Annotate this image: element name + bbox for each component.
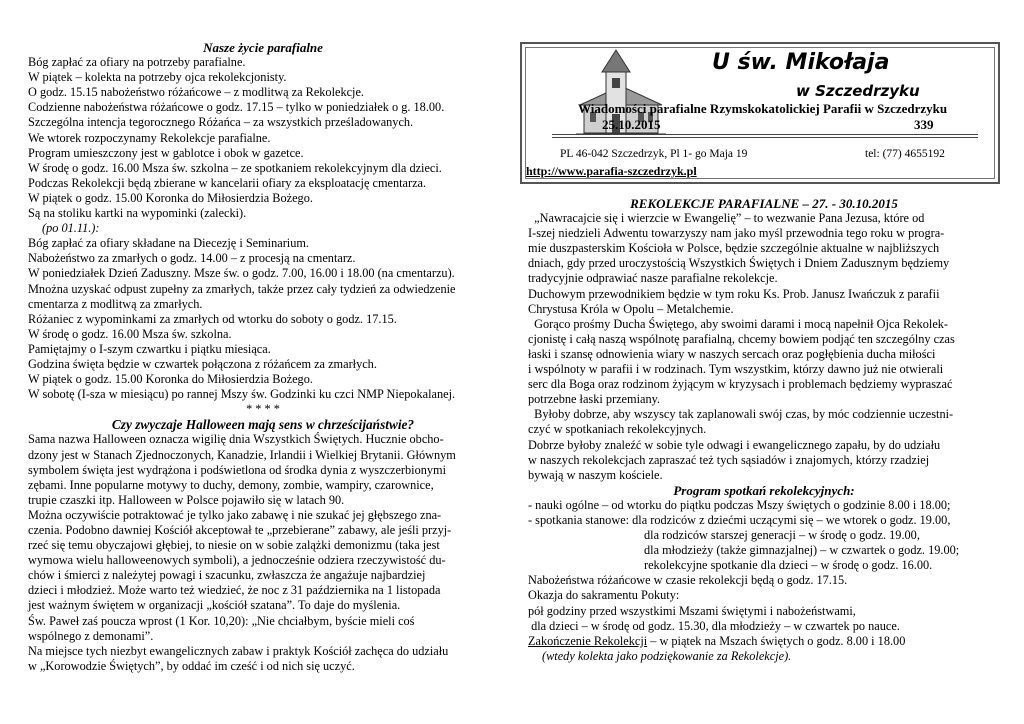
divider <box>552 137 978 138</box>
newsletter-masthead <box>520 42 1000 184</box>
text-line: bywają w naszym kościele. <box>528 467 663 482</box>
text-line: We wtorek rozpoczynamy Rekolekcje parafialne. <box>28 130 271 145</box>
divider <box>552 134 978 135</box>
text-line: Św. Paweł zaś poucza wprost (1 Kor. 10,20): „Nie chciałbym, byście mieli coś <box>28 613 415 628</box>
section-title-halloween: Czy zwyczaje Halloween mają sens w chrześcijaństwie? <box>111 417 415 433</box>
text-line: czyć w spotkaniach rekolekcyjnych. <box>528 422 707 437</box>
newsletter-subtitle: w Szczedrzyku <box>796 82 920 100</box>
text-line: chów i śmierci z należytej powagi i szacunku, zwłaszcza że angażuje najbardziej <box>28 568 426 583</box>
text-line: Byłoby dobrze, aby wszyscy tak zaplanowali swój czas, by móc codziennie uczestni- <box>528 407 954 422</box>
text-line: w „Korowodzie Świętych”, by oddać im cześć i od nich się uczyć. <box>28 658 355 673</box>
text-line: Duchowym przewodnikiem będzie w tym roku Ks. Prob. Janusz Iwańczuk z parafii <box>528 286 940 301</box>
text-line: Pamiętajmy o I-szym czwartku i piątku miesiąca. <box>28 341 271 356</box>
text-line: Dobrze byłoby znaleźć w sobie tyle odwagi i ewangelicznego zapału, by do udziału <box>528 437 941 452</box>
text-line: Nabożeństwo za zmarłych o godz. 14.00 – z procesją na cmentarz. <box>28 251 356 266</box>
closing-label: Zakończenie Rekolekcji <box>528 633 648 648</box>
after-date-label: (po 01.11.): <box>42 221 100 236</box>
parish-website-link[interactable]: http://www.parafia-szczedrzyk.pl <box>526 164 697 178</box>
text-line: jest ważnym świętem w organizacji „kościół szatana”. To daje do myślenia. <box>28 598 401 613</box>
program-item: - nauki ogólne – od wtorku do piątku podczas Mszy świętych o godzinie 8.00 i 18.00; <box>528 497 951 512</box>
text-line: W poniedziałek Dzień Zaduszny. Msze św. o godz. 7.00, 16.00 i 18.00 (na cmentarzu). <box>28 266 455 281</box>
text-line: Gorąco prośmy Ducha Świętego, aby swoimi darami i mocą napełnił Ojca Rekolek- <box>528 316 949 331</box>
text-line: zębami. Inne popularne motywy to duchy, demony, zombie, wampiry, czarownice, <box>28 477 434 492</box>
parish-announcements-2 <box>28 236 498 402</box>
closing-note: (wtedy kolekta jako podziękowanie za Rekolekcje). <box>542 648 792 663</box>
issue-date: 25.10.2015 <box>602 117 661 132</box>
text-line: dzony jest w Stanach Zjednoczonych, Kanadzie, Irlandii i Wielkiej Brytanii. Głównym <box>28 447 456 462</box>
parish-address: PL 46-042 Szczedrzyk, Pl 1- go Maja 19 <box>560 148 748 160</box>
text-line: czenia. Podobno dawniej Kościół akceptował te „przebierane” zabawy, ale jeśli przyj- <box>28 523 452 537</box>
text-line: Bóg zapłać za ofiary składane na Diecezję i Seminarium. <box>28 236 309 251</box>
text-line: Szczególna intencja tegorocznego Różańca – za wszystkich prześladowanych. <box>28 115 414 130</box>
text-line: dla dzieci – w środę od godz. 15.30, dla młodzieży – w czwartek po nauce. <box>528 618 900 633</box>
text-line: dzieci i młodzież. Może warto też wiedzieć, że noc z 31 października na 1 listopada <box>28 583 441 598</box>
retreat-program <box>528 498 1000 573</box>
program-title: Program spotkań rekolekcyjnych: <box>673 482 855 498</box>
text-line: serc dla Boga oraz rodzinom żyjącym w kryzysach i problemach będziemy wypraszać <box>528 377 953 392</box>
retreat-intro <box>528 211 1000 483</box>
text-line: Codzienne nabożeństwa różańcowe o godz. 17.15 – tylko w poniedziałek o g. 18.00. <box>28 100 445 115</box>
text-line: Są na stoliku kartki na wypominki (zalecki). <box>28 206 247 221</box>
text-line: Różaniec z wypominkami za zmarłych od wtorku do soboty o godz. 17.15. <box>28 311 397 326</box>
program-item: rekolekcyjne spotkanie dla dzieci – w środę o godz. 16.00. <box>644 558 933 573</box>
parish-announcements-1 <box>28 55 498 221</box>
text-line: W piątek – kolekta na potrzeby ojca rekolekcjonisty. <box>28 70 287 85</box>
text-line: Okazja do sakramentu Pokuty: <box>528 588 680 603</box>
text-line: Bóg zapłać za ofiary na potrzeby parafialne. <box>28 55 246 70</box>
text-line: wymowa wielu halloweenowych symboli), a jednocześnie odziera rzeczywistość du- <box>28 553 446 568</box>
text-line: Na miejsce tych niezbyt ewangelicznych zabaw i praktyk Kościół zachęca do udziału <box>28 643 449 658</box>
text-line: W piątek o godz. 15.00 Koronka do Miłosierdzia Bożego. <box>28 372 313 387</box>
program-item: - spotkania stanowe: dla rodziców z dziećmi uczącymi się – we wtorek o godz. 19.00, <box>528 512 951 527</box>
text-line: „Nawracajcie się i wierzcie w Ewangelię” – to wezwanie Pana Jezusa, które od <box>528 211 925 226</box>
text-line: potrzebne łaski przemiany. <box>528 392 661 407</box>
text-line: trupie czaszki itp. Halloween w Polsce pojawiło się w latach 90. <box>28 492 345 507</box>
text-line: Można oczywiście potraktować je tylko jako zabawę i nie szukać jej głębszego zna- <box>28 507 442 522</box>
text-line: łaski i szansę odnowienia wiary w naszych sercach oraz pogłębienia ducha miłości <box>528 346 936 361</box>
text-line: dniach, gdy przed uroczystością Wszystkich Świętych i Dniem Zadusznym będziemy <box>528 256 950 271</box>
text-line: W środę o godz. 16.00 Msza św. szkolna – ze spotkaniem rekolekcyjnym dla dzieci. <box>28 160 442 175</box>
text-line: pół godziny przed wszystkimi Mszami świętymi i nabożeństwami, <box>528 603 856 618</box>
text-line: Nabożeństwa różańcowe w czasie rekolekcji będą o godz. 17.15. <box>528 573 848 588</box>
text-line: Program umieszczony jest w gablotce i obok w gazetce. <box>28 145 304 160</box>
right-column <box>528 196 1000 664</box>
text-line: rzeć się temu obyczajowi głębiej, to niesie on w sobie zalążki demonizmu (taka jest <box>28 538 440 553</box>
text-line: O godz. 15.15 nabożeństwo różańcowe – z modlitwą za Rekolekcje. <box>28 85 365 100</box>
retreat-title: REKOLEKCJE PARAFIALNE – 27. - 30.10.2015 <box>630 196 898 211</box>
text-line: cjonistę i całą naszą wspólnotę parafialną, chcemy bowiem podjąć ten szczególny czas <box>528 331 955 346</box>
left-column <box>28 40 498 674</box>
text-line: symbolem święta jest wydrążona i podświetlona od środka dynia z wyszczerbionymi <box>28 462 446 477</box>
issue-number: 339 <box>914 117 934 132</box>
text-line: W piątek o godz. 15.00 Koronka do Miłosierdzia Bożego. <box>28 190 313 205</box>
parish-phone: tel: (77) 4655192 <box>865 148 945 160</box>
text-line: mie duszpasterskim Kościoła w Polsce, będzie szczególnie aktualne w najbliższych <box>528 241 940 256</box>
text-line: W sobotę (I-sza w miesiącu) po rannej Mszy św. Godzinki ku czci NMP Niepokalanej. <box>28 387 456 402</box>
section-title-parish-life: Nasze życie parafialne <box>203 40 323 55</box>
text-line: Chrystusa Króla w Opolu – Metalchemie. <box>528 301 734 316</box>
text-line: I-szej niedzieli Adwentu towarzyszy nam jako myśl przewodnia tego roku w progra- <box>528 226 945 241</box>
text-line: i wspólnoty w parafii i w rodzinach. Tym wszystkim, którzy dawno już nie otwierali <box>528 362 944 377</box>
separator-stars: * * * * <box>246 402 280 417</box>
text-line: cmentarza z modlitwą za zmarłych. <box>28 296 203 311</box>
text-line: Podczas Rekolekcji będą zbierane w kancelarii ofiary za eksploatację cmentarza. <box>28 175 427 190</box>
retreat-notes <box>528 573 1000 633</box>
newsletter-tagline: Wiadomości parafialne Rzymskokatolickiej Parafii w Szczedrzyku <box>578 101 948 116</box>
text-line: Mnożna uzyskać odpust zupełny za zmarłych, także przez cały tydzień za odwiedzenie <box>28 281 456 296</box>
program-item: dla młodzieży (także gimnazjalnej) – w czwartek o godz. 19.00; <box>644 543 960 558</box>
closing-text: – w piątek na Mszach świętych o godz. 8.00 i 18.00 <box>647 633 906 648</box>
newsletter-title: U św. Mikołaja <box>712 50 890 75</box>
retreat-closing <box>528 634 1000 649</box>
halloween-article <box>28 432 498 674</box>
text-line: Sama nazwa Halloween oznacza wigilię dnia Wszystkich Świętych. Hucznie obcho- <box>28 432 444 447</box>
program-item: dla rodziców starszej generacji – w środę o godz. 19.00, <box>644 528 920 543</box>
text-line: wspólnego z demonami”. <box>28 628 154 643</box>
text-line: Godzina święta będzie w czwartek połączona z różańcem za zmarłych. <box>28 356 377 371</box>
text-line: W środę o godz. 16.00 Msza św. szkolna. <box>28 326 232 341</box>
text-line: w naszych rekolekcjach zapraszać też tych sąsiadów i znajomych, którzy rzadziej <box>528 452 930 467</box>
text-line: tradycyjnie odprawiać nasze parafialne rekolekcje. <box>528 271 778 286</box>
